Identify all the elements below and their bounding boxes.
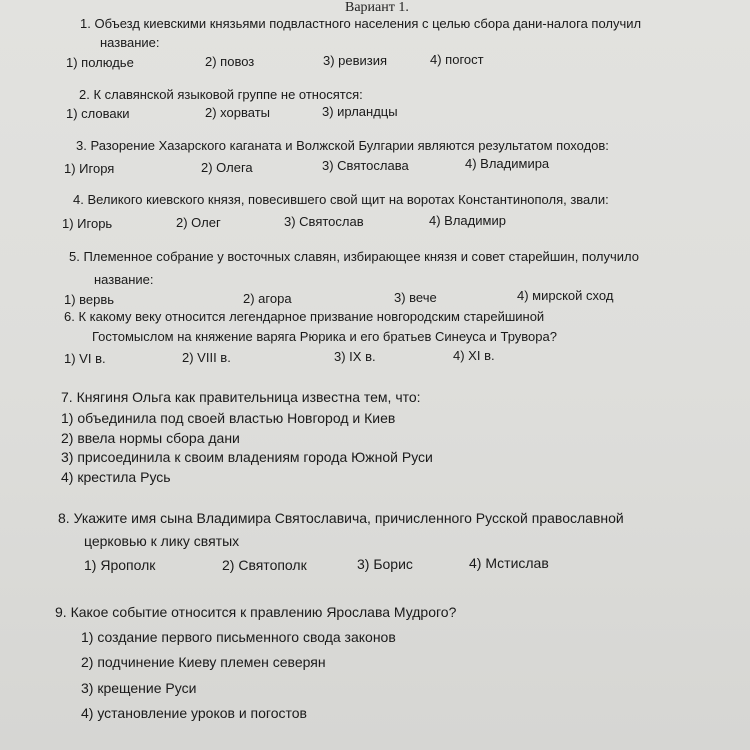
question-3-option-4: 4) Владимира	[465, 156, 550, 171]
question-1-line-1: 1. Объезд киевскими князьями подвластного населения с целью сбора дани-налога получил	[80, 16, 642, 31]
question-1-option-1: 1) полюдье	[66, 55, 134, 70]
question-9-option-4: 4) установление уроков и погостов	[81, 705, 307, 721]
question-4-option-4: 4) Владимир	[429, 213, 506, 228]
question-1-option-4: 4) погост	[430, 52, 484, 67]
question-8-option-4: 4) Мстислав	[469, 555, 549, 571]
question-5-line-2: название:	[94, 272, 154, 287]
question-4-option-1: 1) Игорь	[62, 216, 113, 231]
question-9-option-3: 3) крещение Руси	[81, 680, 197, 696]
question-3-line-1: 3. Разорение Хазарского каганата и Волжской Булгарии являются результатом походов:	[76, 138, 609, 153]
question-6-option-2: 2) VIII в.	[182, 350, 231, 365]
question-5-option-3: 3) вече	[394, 290, 437, 305]
question-5-line-1: 5. Племенное собрание у восточных славян, избирающее князя и совет старейшин, получило	[69, 249, 639, 264]
question-6-option-4: 4) XI в.	[453, 348, 495, 363]
question-1-option-2: 2) повоз	[205, 54, 255, 69]
question-1-option-3: 3) ревизия	[323, 53, 388, 68]
question-1-line-2: название:	[100, 35, 160, 50]
question-2-option-1: 1) словаки	[66, 106, 130, 121]
question-9-option-1: 1) создание первого письменного свода законов	[81, 629, 396, 645]
question-2-option-2: 2) хорваты	[205, 105, 270, 120]
question-9-option-2: 2) подчинение Киеву племен северян	[81, 654, 326, 670]
question-8-line-1: 8. Укажите имя сына Владимира Святославича, причисленного Русской православной	[58, 510, 624, 526]
question-4-option-3: 3) Святослав	[284, 214, 364, 229]
question-2-option-3: 3) ирландцы	[322, 104, 398, 119]
question-7-option-2: 2) ввела нормы сбора дани	[61, 430, 240, 446]
question-3-option-2: 2) Олега	[201, 160, 253, 175]
question-6-line-1: 6. К какому веку относится легендарное призвание новгородским старейшиной	[64, 309, 545, 324]
question-3-option-1: 1) Игоря	[64, 161, 115, 176]
question-7-line-1: 7. Княгиня Ольга как правительница известна тем, что:	[61, 389, 421, 405]
question-4-line-1: 4. Великого киевского князя, повесившего свой щит на воротах Константинополя, звали:	[73, 192, 609, 207]
question-6-line-2: Гостомыслом на княжение варяга Рюрика и его братьев Синеуса и Трувора?	[92, 329, 557, 344]
question-3-option-3: 3) Святослава	[322, 158, 409, 173]
question-8-line-2: церковью к лику святых	[84, 533, 240, 549]
question-8-option-2: 2) Святополк	[222, 557, 307, 573]
question-9-line-1: 9. Какое событие относится к правлению Ярослава Мудрого?	[55, 604, 457, 620]
question-6-option-1: 1) VI в.	[64, 351, 106, 366]
question-7-option-1: 1) объединила под своей властью Новгород и Киев	[61, 410, 396, 426]
question-8-option-1: 1) Ярополк	[84, 557, 156, 573]
question-5-option-4: 4) мирской сход	[517, 288, 614, 303]
question-2-line-1: 2. К славянской языковой группе не относятся:	[79, 87, 363, 102]
variant-title: Вариант 1.	[345, 0, 409, 15]
question-5-option-1: 1) вервь	[64, 292, 115, 307]
question-4-option-2: 2) Олег	[176, 215, 221, 230]
question-6-option-3: 3) IX в.	[334, 349, 376, 364]
question-5-option-2: 2) агора	[243, 291, 292, 306]
question-7-option-4: 4) крестила Русь	[61, 469, 171, 485]
question-7-option-3: 3) присоединила к своим владениям города Южной Руси	[61, 449, 433, 465]
question-8-option-3: 3) Борис	[357, 556, 413, 572]
